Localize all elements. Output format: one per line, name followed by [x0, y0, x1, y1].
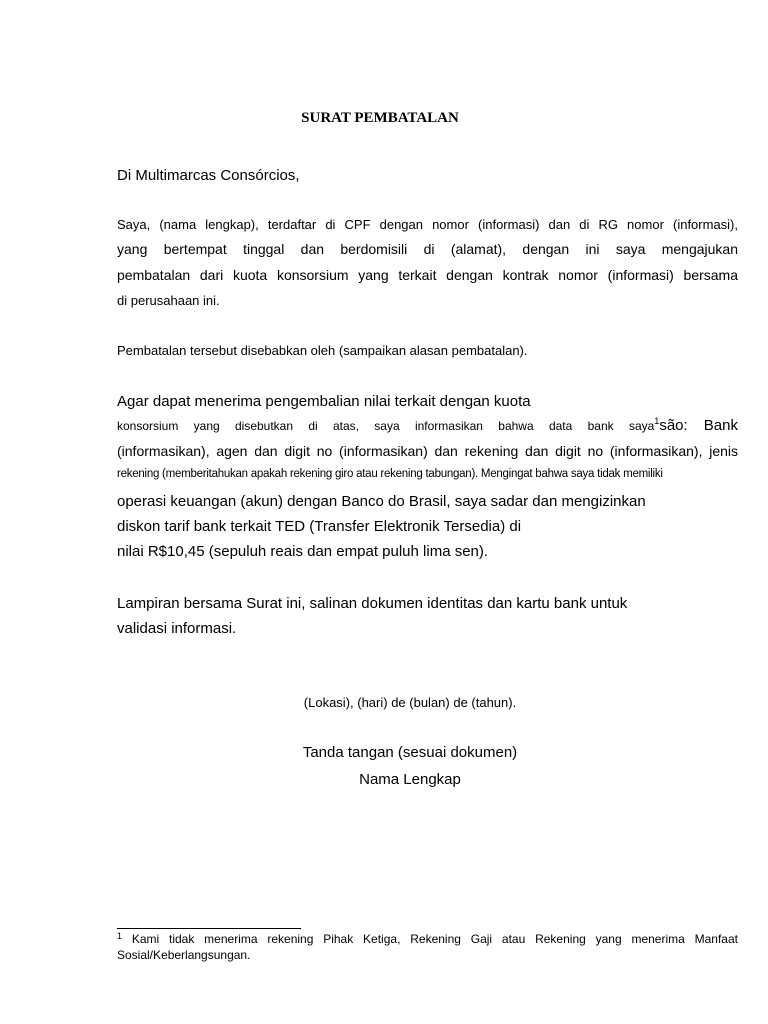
paragraph-3-line-4: rekening (memberitahukan apakah rekening giro atau rekening tabungan). Mengingat bahwa saya tidak memiliki	[117, 468, 663, 480]
paragraph-3-line-1: Agar dapat menerima pengembalian nilai terkait dengan kuota	[117, 393, 531, 410]
signature-line: Tanda tangan (sesuai dokumen)	[302, 744, 518, 761]
paragraph-4-line-2: validasi informasi.	[117, 620, 237, 637]
footnote-line-1	[117, 933, 738, 945]
paragraph-3-line-2-end: são: Bank	[659, 417, 738, 434]
footnote-text: Kami tidak menerima rekening Pihak Ketiga, Rekening Gaji atau Rekening yang menerima Manfaat	[122, 932, 738, 946]
paragraph-1-line-4: di perusahaan ini.	[117, 293, 220, 308]
footnote-separator	[117, 928, 301, 929]
paragraph-3-line-6: diskon tarif bank terkait TED (Transfer Elektronik Tersedia) di	[117, 518, 522, 535]
paragraph-3-line-2	[117, 418, 738, 434]
salutation: Di Multimarcas Consórcios,	[117, 167, 300, 184]
footnote-number: 1	[117, 931, 123, 941]
paragraph-4-line-1: Lampiran bersama Surat ini, salinan dokumen identitas dan kartu bank untuk	[117, 595, 628, 612]
paragraph-1-line-2: yang bertempat tinggal dan berdomisili di (alamat), dengan ini saya mengajukan	[117, 241, 738, 257]
full-name-line: Nama Lengkap	[359, 771, 461, 788]
paragraph-3-line-2-text: konsorsium yang disebutkan di atas, saya informasikan bahwa data bank saya	[117, 419, 655, 433]
place-date-line: (Lokasi), (hari) de (bulan) de (tahun).	[303, 695, 517, 710]
paragraph-1-line-3: pembatalan dari kuota konsorsium yang terkait dengan kontrak nomor (informasi) bersama	[117, 267, 738, 283]
document-title: SURAT PEMBATALAN	[301, 110, 459, 126]
paragraph-1-line-1: Saya, (nama lengkap), terdaftar di CPF dengan nomor (informasi) dan di RG nomor (informasi),	[117, 217, 738, 232]
paragraph-2: Pembatalan tersebut disebabkan oleh (sampaikan alasan pembatalan).	[117, 343, 528, 358]
footnote-line-2: Sosial/Keberlangsungan.	[117, 948, 251, 962]
paragraph-3-line-7: nilai R$10,45 (sepuluh reais dan empat puluh lima sen).	[117, 543, 489, 560]
paragraph-3-line-3: (informasikan), agen dan digit no (informasikan) dan rekening dan digit no (informasikan), jenis	[117, 443, 738, 459]
paragraph-3-line-5: operasi keuangan (akun) dengan Banco do Brasil, saya sadar dan mengizinkan	[117, 493, 646, 510]
footnote-reference: 1	[654, 416, 660, 426]
